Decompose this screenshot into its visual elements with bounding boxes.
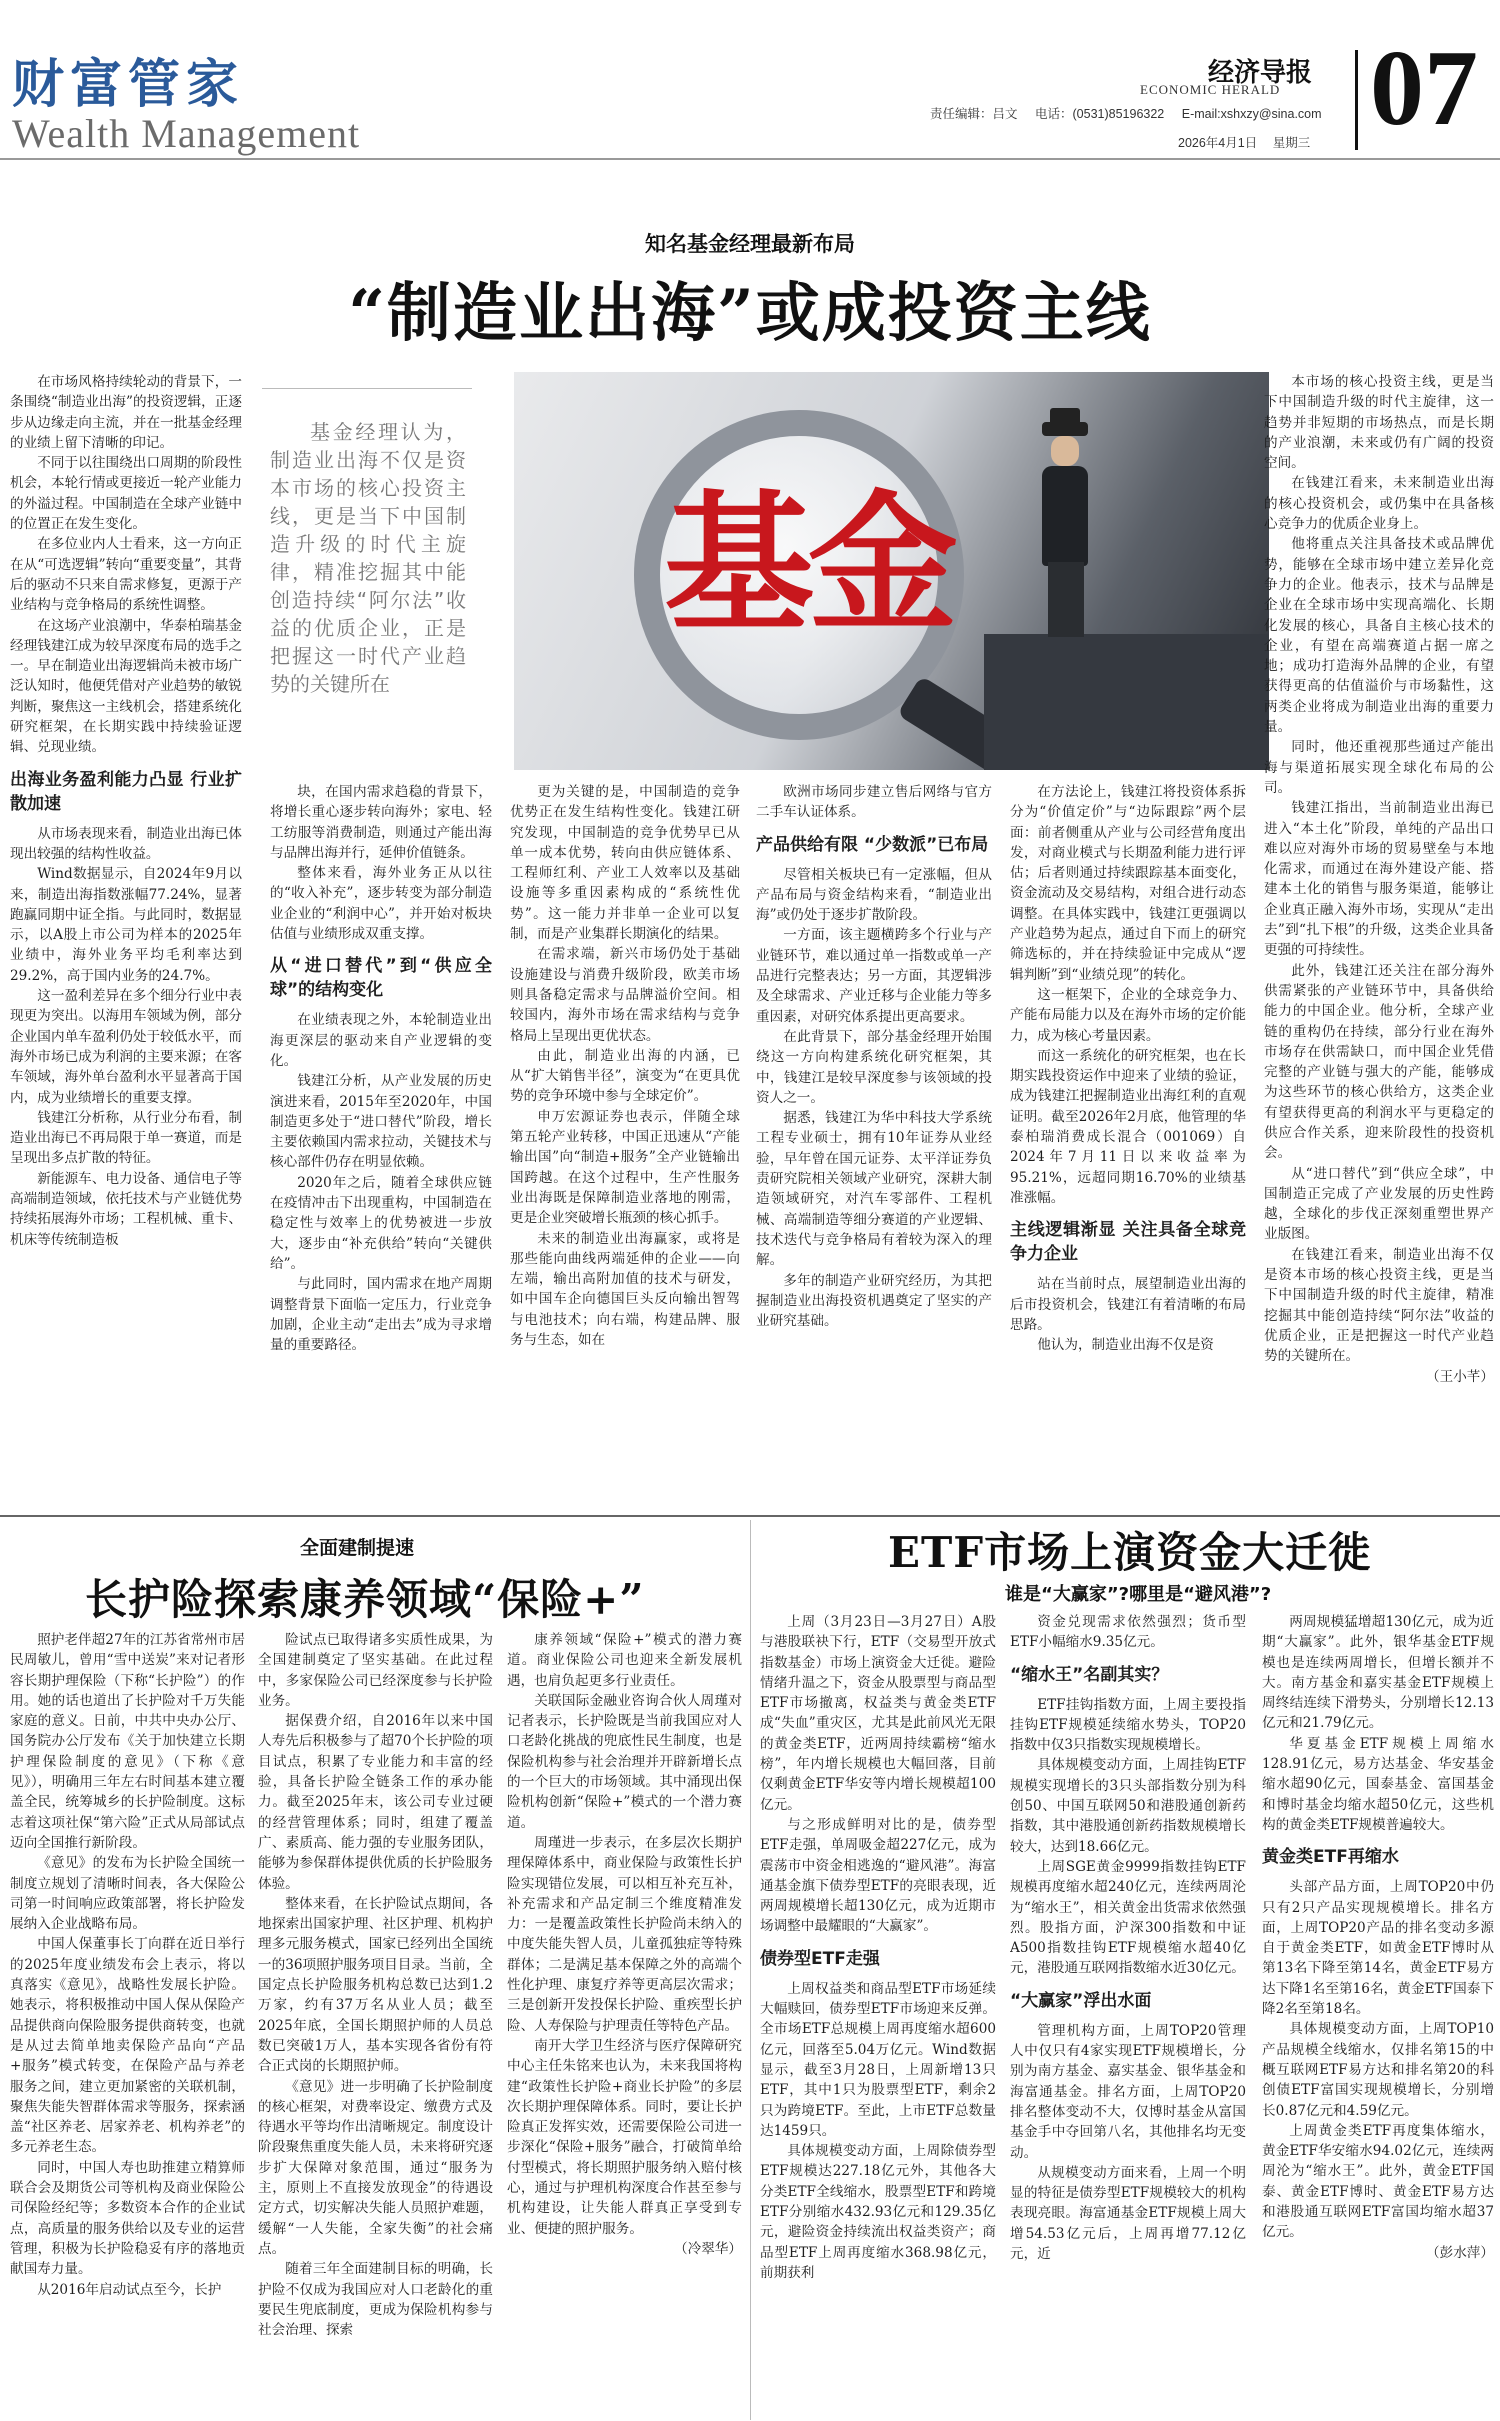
article2-col1-paragraphs: [10, 1630, 245, 2300]
article3-byline: （彭水萍）: [1426, 2244, 1494, 2261]
paragraph: 由此，制造业出海的内涵，已从“扩大销售半径”，演变为“在更具优势的竞争环境中参与全球定价”。: [510, 1047, 740, 1105]
paragraph: 具体规模变动方面，上周TOP10产品规模全线缩水，仅排名第15的中概互联网ETF易方达和排名第20的科创债ETF富国实现规模增长，分别增长0.87亿元和4.59亿元。: [1262, 2021, 1494, 2119]
photo-fund-text: 基金: [664, 478, 953, 652]
article3-column-2: [1010, 1612, 1246, 2420]
article3-col3b-paragraphs: [1262, 1877, 1494, 2242]
paragraph: 他认为，制造业出海不仅是资: [1037, 1337, 1214, 1354]
paragraph: 在市场风格持续轮动的背景下，一条围绕“制造业出海”的投资逻辑，正逐步从边缘走向主流，并在一批基金经理的业绩上留下清晰的印记。: [10, 374, 242, 451]
article3-col1-paragraphs: [760, 1612, 996, 1937]
paragraph: 与之形成鲜明对比的是，债券型ETF走强，单周吸金超227亿元，成为震荡市中资金相逃逸的“避风港”。海富通基金旗下债券型ETF的亮眼表现，近两周规模增长超130亿元，成为近期市场调整中最耀眼的“大赢家”。: [760, 1816, 996, 1935]
paragraph: 《意见》进一步明确了长护险制度的核心框架，对费率设定、缴费方式及待遇水平等均作出清晰规定。制度设计阶段聚焦重度失能人员，未来将研究逐步扩大保障对象范围，通过“服务为主，原则上不直接发放现金”的待遇设定方式，切实解决失能人员照护难题，缓解“一人失能，全家失衡”的社会痛点。: [258, 2078, 493, 2257]
pull-quote-rule: [262, 388, 472, 389]
paragraph: 此外，钱建江还关注在部分海外供需紧张的产业链环节中，具备供给能力的中国企业。他分析，全球产业链的重构仍在持续，部分行业在海外市场存在供需缺口，而中国企业凭借完整的产业链与强大的产能，能够成为这些环节的核心供给方，这类企业有望获得更高的利润水平与更稳定的供应合作关系，迎来阶段性的投资机会。: [1264, 962, 1494, 1162]
paragraph: 从市场表现来看，制造业出海已体现出较强的结构性收益。: [10, 825, 242, 862]
article1-subheading-2: 从“进口替代”到“供应全球”的结构变化: [270, 956, 492, 1001]
article3-col2c-paragraphs: [1010, 2021, 1246, 2265]
paragraph: 两周规模猛增超130亿元，成为近期“大赢家”。此外，银华基金ETF规模也是连续两周增长，但增长额并不大。南方基金和嘉实基金ETF规模上周终结连续下滑势头，分别增长12.13亿元和21.79亿元。: [1262, 1614, 1494, 1732]
issue-date: [1178, 133, 1322, 151]
page-number: 07: [1370, 29, 1478, 148]
paragraph: 站在当前时点，展望制造业出海的后市投资机会，钱建江有着清晰的布局思路。: [1010, 1276, 1246, 1333]
article1-col2-paragraphs: [270, 782, 492, 944]
article2-column-1: [10, 1630, 245, 2420]
article3-subheading-1: 债券型ETF走强: [760, 1948, 880, 1969]
paragraph: 钱建江分析，从产业发展的历史演进来看，2015年至2020年，中国制造更多处于“进口替代”阶段，增长主要依赖国内需求拉动，关键技术与核心部件仍存在明显依赖。: [270, 1073, 492, 1171]
paragraph: 华夏基金ETF规模上周缩水128.91亿元，易方达基金、华安基金缩水超90亿元，国泰基金、富国基金和博时基金均缩水超50亿元，这些机构的黄金类ETF规模普遍较大。: [1262, 1735, 1494, 1833]
article3-deck: 谁是“大赢家”?哪里是“避风港”?: [1005, 1584, 1272, 1605]
article1-col4-paragraphs: [756, 782, 992, 823]
article1-column-4: [756, 782, 992, 1530]
paragraph: ETF挂钩指数方面，上周主要投指挂钩ETF规模延续缩水势头，TOP20指数中仅3只指数实现规模增长。: [1010, 1696, 1246, 1754]
article1-subheading-3: 产品供给有限 “少数派”已布局: [756, 834, 989, 855]
article1-col5b-paragraphs: [1010, 1274, 1246, 1355]
paragraph: 在多位业内人士看来，这一方向正在从“可选逻辑”转向“重要变量”，其背后的驱动不只来自需求修复，更源于产业结构与竞争格局的系统性调整。: [10, 536, 242, 614]
paragraph: 2020年之后，随着全球供应链在疫情冲击下出现重构，中国制造在稳定性与效率上的优势被进一步放大，逐步由“补充供给”转向“关键供给”。: [270, 1174, 492, 1272]
paragraph: 资金兑现需求依然强烈；货币型ETF小幅缩水9.35亿元。: [1010, 1614, 1246, 1651]
article1-column-2: [270, 782, 492, 1530]
paragraph: 随着三年全面建制目标的明确，长护险不仅成为我国应对人口老龄化的重要民生兜底制度，更成为保险机构参与社会治理、探索: [258, 2261, 493, 2339]
paragraph: 康养领域“保险+”模式的潜力赛道。商业保险公司也迎来全新发展机遇，也肩负起更多行业责任。: [507, 1632, 742, 1689]
paragraph: 在这场产业浪潮中，华泰柏瑞基金经理钱建江成为较早深度布局的选手之一。早在制造业出海逻辑尚未被市场广泛认知时，他便凭借对产业趋势的敏锐判断，聚焦这一主线机会，搭建系统化研究框架，在长期实践中持续验证逻辑、兑现业绩。: [10, 617, 242, 756]
paragraph: 从规模变动方面来看，上周一个明显的特征是债券型ETF规模较大的机构表现亮眼。海富通基金ETF规模上周大增54.53亿元后，上周再增77.12亿元，近: [1010, 2164, 1246, 2263]
paragraph: 钱建江分析称，从行业分布看，制造业出海已不再局限于单一赛道，而是呈现出多点扩散的特征。: [10, 1109, 242, 1167]
paragraph: 具体规模变动方面，上周除债券型ETF规模达227.18亿元外，其他各大分类ETF全线缩水，股票型ETF和跨境ETF分别缩水432.93亿元和129.35亿元，避险资金持续流出权益类资产；商品型ETF上周再度缩水368.98亿元，前期获利: [760, 2143, 996, 2281]
paragraph: 本市场的核心投资主线，更是当下中国制造升级的时代主旋律，这一趋势并非短期的市场热点，而是长期的产业浪潮，未来或仍有广阔的投资空间。: [1264, 374, 1494, 472]
editor-info: [930, 104, 1336, 122]
paragraph: 一方面，该主题横跨多个行业与产业链环节，难以通过单一指数或单一产品进行完整表达；另一方面，其逻辑涉及全球需求、产业迁移与企业能力等多重因素，对研究体系提出更高要求。: [756, 927, 992, 1025]
article1-column-1: [10, 372, 242, 1530]
article1-byline: （王小芊）: [1426, 1368, 1494, 1385]
paragraph: 在钱建江看来，制造业出海不仅是资本市场的核心投资主线，更是当下中国制造升级的时代主旋律，精准挖掘其中能创造持续“阿尔法”收益的优质企业，正是把握这一时代产业趋势的关键所在。: [1264, 1246, 1494, 1365]
paragraph: 这一盈利差异在多个细分行业中表现更为突出。以海用车领域为例，部分企业国内单车盈利仍处于较低水平，而海外市场已成为利润的主要来源；在客车领域，海外单台盈利水平显著高于国内，成为业绩增长的重要支撑。: [10, 988, 242, 1106]
newspaper-name-en: ECONOMIC HERALD: [1140, 82, 1281, 97]
article2-headline: 长护险探索康养领域“保险+”: [85, 1575, 645, 1624]
paragraph: 欧洲市场同步建立售后网络与官方二手车认证体系。: [756, 784, 992, 821]
article1-col3-paragraphs: [510, 782, 740, 1350]
paragraph: 钱建江指出，当前制造业出海已进入“本土化”阶段，单纯的产品出口难以应对海外市场的贸易壁垒与本地化需求，而通过在海外建设产能、搭建本土化的销售与服务渠道，能够让企业真正融入海外市场，实现从“走出去”到“扎下根”的升级，这类企业具备更强的可持续性。: [1264, 800, 1494, 959]
article3-subheading-3: “大赢家”浮出水面: [1010, 1990, 1152, 2011]
article1-col5-paragraphs: [1010, 782, 1246, 1208]
article1-subheading-1: 出海业务盈利能力凸显 行业扩散加速: [10, 769, 242, 814]
paragraph: 在业绩表现之外，本轮制造业出海更深层的驱动来自产业逻辑的变化。: [270, 1012, 492, 1069]
paragraph: 关联国际金融业咨询合伙人周瑾对记者表示，长护险既是当前我国应对人口老龄化挑战的兜底性民生制度，也是保险机构参与社会治理并开辟新增长点的一个巨大的市场领域。其中涌现出保险机构创新“保险+”模式的一个潜力赛道。: [507, 1692, 742, 1831]
article1-subheading-4: 主线逻辑渐显 关注具备全球竞争力企业: [1010, 1220, 1246, 1265]
paragraph: 从2016年启动试点至今，长护: [37, 2281, 222, 2298]
masthead-divider: [0, 158, 1500, 160]
paragraph: 而这一系统化的研究框架，也在长期实践投资运作中迎来了业绩的验证，成为钱建江把握制造业出海红利的直观证明。截至2026年2月底，他管理的华泰柏瑞消费成长混合（001069）自2024年7月11日以来收益率为95.21%，远超同期16.70%的业绩基准涨幅。: [1010, 1047, 1246, 1206]
article1-kicker: 知名基金经理最新布局: [645, 232, 855, 256]
article3-column-3: [1262, 1612, 1494, 2420]
editor-name: 责任编辑：吕文: [930, 107, 1018, 121]
article3-headline: ETF市场上演资金大迁徙: [888, 1528, 1372, 1577]
pull-quote-text: 基金经理认为，制造业出海不仅是资本市场的核心投资主线，更是当下中国制造升级的时代主旋律，精准挖掘其中能创造持续“阿尔法”收益的优质企业，正是把握这一时代产业趋势的关键所在: [270, 420, 466, 696]
article3-col1b-paragraphs: [760, 1979, 996, 2283]
article3-subheading-4: 黄金类ETF再缩水: [1262, 1847, 1399, 1868]
paragraph: 在方法论上，钱建江将投资体系拆分为“价值定价”与“边际跟踪”两个层面：前者侧重从产业与公司经营角度出发，对商业模式与长期盈利能力进行评估；后者则通过持续跟踪基本面变化，资金流动及交易结构，对组合进行动态调整。在具体实践中，钱建江更强调以产业趋势为起点，通过自下而上的研究筛选标的，并在持续验证中完成从“逻辑判断”到“业绩兑现”的转化。: [1010, 784, 1246, 983]
paragraph: 具体规模变动方面，上周挂钩ETF规模实现增长的3只头部指数分别为科创50、中国互联网50和港股通创新药指数，其中港股通创新药指数规模增长较大，达到18.66亿元。: [1010, 1757, 1246, 1855]
article1-column-6: [1264, 372, 1494, 1530]
paragraph: 周瑾进一步表示，在多层次长期护理保障体系中，商业保险与政策性长护险实现错位发展，可以相互补充互补，补充需求和产品定制三个维度精准发力：一是覆盖政策性长护险尚未纳入的中度失能失智人员，儿童孤独症等特殊群体；二是满足基本保障之外的高端个性化护理、康复疗养等更高层次需求；三是创新开发投保长护险、重疾型长护险、人寿保险与护理责任等特色产品。: [507, 1834, 742, 2034]
paragraph: 《意见》的发布为长护险全国统一制度立规划了清晰时间表，各大保险公司第一时间响应政策部署，将长护险发展纳入企业战略布局。: [10, 1855, 245, 1933]
paragraph: 头部产品方面，上周TOP20中仍只有2只产品实现规模增长。排名方面，上周TOP20产品的排名变动多源自于黄金类ETF，如黄金ETF博时从第13名下降至第14名，黄金ETF易方达下降1名至第16名，黄金ETF国泰下降2名至第18名。: [1262, 1879, 1494, 2018]
article1-col1b-paragraphs: [10, 824, 242, 1250]
article2-col2-paragraphs: [258, 1630, 493, 2340]
paragraph: 上周（3月23日—3月27日）A股与港股联袂下行，ETF（交易型开放式指数基金）市场上演资金大迁徙。避险情绪升温之下，资金从股票型与商品型ETF市场撤离，权益类与黄金类ETF成“失血”重灾区，尤其是此前风光无限的黄金类ETF，近两周持续霸榜“缩水榜”，年内增长规模也大幅回落，目前仅剩黄金ETF华安等内增长规模超100亿元。: [760, 1614, 996, 1813]
editor-phone: 电话：(0531)85196322: [1035, 107, 1165, 121]
paragraph: 更为关键的是，中国制造的竞争优势正在发生结构性变化。钱建江研究发现，中国制造的竞争优势早已从单一成本优势，转向由供应链体系、工程师红利、产业工人效率以及基础设施等多重因素构成的“系统性优势”。这一能力并非单一企业可以复制，而是产业集群长期演化的结果。: [510, 784, 740, 943]
paragraph: 与此同时，国内需求在地产周期调整背景下面临一定压力，行业竞争加剧，企业主动“走出去”成为寻求增量的重要路径。: [270, 1276, 492, 1354]
photo-pedestal: [984, 634, 1269, 770]
paragraph: 整体来看，在长护险试点期间，各地探索出国家护理、社区护理、机构护理多元服务模式，国家已经列出全国统一的36项照护服务项目目录。当前，全国定点长护险服务机构总数已达到1.2万家，约有37万名从业人员；截至2025年底，全国长期照护师的人员总数已突破1万人，基本实现各省份有符合正式岗的长期照护师。: [258, 1895, 493, 2075]
paragraph: Wind数据显示，自2024年9月以来，制造出海指数涨幅77.24%，显著跑赢同期中证全指。与此同时，数据显示，以A股上市公司为样本的2025年业绩中，海外业务平均毛利率达到29.2%，高于国内业务的24.7%。: [10, 866, 242, 984]
businessman-figurine: [1034, 422, 1094, 642]
column-divider: [750, 1520, 751, 2420]
article1-column-5: [1010, 782, 1246, 1530]
article1-pull-quote: [270, 418, 466, 738]
paragraph: 上周黄金类ETF再度集体缩水，黄金ETF华安缩水94.02亿元，连续两周沦为“缩水王”。此外，黄金ETF国泰、黄金ETF博时、黄金ETF易方达和港股通互联网ETF富国均缩水超37亿元。: [1262, 2122, 1494, 2241]
paragraph: 据悉，钱建江为华中科技大学系统工程专业硕士，拥有10年证券从业经验，早年曾在国元证券、太平洋证券负责研究院相关领域产业研究，深耕大制造领域研究，对汽车零部件、工程机械、高端制造等细分赛道的产业逻辑、技术迭代与竞争格局有着较为深入的理解。: [756, 1110, 992, 1269]
article1-col2b-paragraphs: [270, 1010, 492, 1355]
paragraph: 在此背景下，部分基金经理开始围绕这一方向构建系统化研究框架，其中，钱建江是较早深度参与该领域的投资人之一。: [756, 1028, 992, 1106]
article3-subheading-2: “缩水王”名副其实？: [1010, 1664, 1169, 1685]
paragraph: 南开大学卫生经济与医疗保障研究中心主任朱铭来也认为，未来我国将构建“政策性长护险+商业长护险”的多层次长期护理保障体系。同时，要让长护险真正发挥实效，还需要保险公司进一步深化“保险+服务”融合，打破简单给付型模式，将长期照护服务纳入赔付核心，通过与护理机构深度合作甚至参与机构建设，让失能人群真正享受到专业、便捷的照护服务。: [507, 2037, 742, 2237]
article1-col4b-paragraphs: [756, 865, 992, 1332]
paragraph: 申万宏源证券也表示，伴随全球第五轮产业转移，中国正迅速从“产能输出国”向“制造+服务”全产业链输出国跨越。在这个过程中，生产性服务业出海既是保障制造业落地的刚需，更是企业突破增长瓶颈的核心抓手。: [510, 1108, 740, 1227]
article1-headline: “制造业出海”或成投资主线: [348, 276, 1152, 351]
section-divider: [0, 1515, 1500, 1517]
newspaper-name: 经济导报: [1208, 58, 1313, 88]
article2-kicker: 全面建制提速: [300, 1537, 415, 1559]
paragraph: 在钱建江看来，未来制造业出海的核心投资机会，或仍集中在具备核心竞争力的优质企业身上。: [1264, 475, 1494, 533]
paragraph: 整体来看，海外业务正从以往的“收入补充”，逐步转变为部分制造业企业的“利润中心”，并开始对板块估值与业绩形成双重支撑。: [270, 865, 492, 943]
paragraph: 管理机构方面，上周TOP20管理人中仅只有4家实现ETF规模增长，分别为南方基金、嘉实基金、银华基金和海富通基金。排名方面，上周TOP20排名整体变动不大，仅博时基金从富国基金手中夺回第八名，其他排名均无变动。: [1010, 2022, 1246, 2161]
article1-col1-paragraphs: [10, 372, 242, 758]
paragraph: 中国人保董事长丁向群在近日举行的2025年度业绩发布会上表示，将以真落实《意见》，战略性发展长护险。她表示，将积极推动中国人保从保险产品提供商向保险服务提供商转变，也就是从过去简单地卖保险产品向“产品+服务”模式转变，在保险产品与养老服务之间，建立更加紧密的关联机制，聚焦失能失智群体需求等服务，探索涵盖“社区养老、居家养老、机构养老”的多元养老生态。: [10, 1936, 245, 2156]
article1-col6-paragraphs: [1264, 372, 1494, 1367]
paragraph: 在需求端，新兴市场仍处于基础设施建设与消费升级阶段，欧美市场则具备稳定需求与品牌溢价空间。相较国内，海外市场在需求结构与竞争格局上呈现出更优状态。: [510, 946, 740, 1044]
masthead: [0, 0, 1500, 165]
paragraph: 同时，他还重视那些通过产能出海与渠道拓展实现全球化布局的公司。: [1264, 739, 1494, 796]
paragraph: 险试点已取得诸多实质性成果，为全国建制奠定了坚实基础。在此过程中，多家保险公司已经深度参与长护险业务。: [258, 1632, 493, 1709]
paragraph: 从“进口替代”到“供应全球”，中国制造正完成了产业发展的历史性跨越，全球化的步伐正深刻重塑世界产业版图。: [1264, 1165, 1494, 1243]
article2-column-2: [258, 1630, 493, 2420]
article2-byline: （冷翠华）: [674, 2240, 742, 2257]
paragraph: 多年的制造产业研究经历，为其把握制造业出海投资机遇奠定了坚实的产业研究基础。: [756, 1272, 992, 1330]
paragraph: 同时，中国人寿也助推建立精算师联合会及期货公司等机构及商业保险公司保险经纪等；多数资本合作的企业试点，高质量的服务供给以及专业的运营管理，积极为长护险稳妥有序的落地贡献国寿力量。: [10, 2159, 245, 2278]
section-title-en: Wealth Management: [12, 111, 361, 156]
article2-column-3: [507, 1630, 742, 2420]
paragraph: 尽管相关板块已有一定涨幅，但从产品布局与资金结构来看，“制造业出海”或仍处于逐步扩散阶段。: [756, 866, 992, 924]
paragraph: 照护老伴超27年的江苏省常州市居民周敏儿，曾用“雪中送炭”来对记者形容长期护理保险（下称“长护险”）的作用。她的话也道出了长护险对千万失能家庭的意义。日前，中共中央办公厅、国务院办公厅发布《关于加快建立长期护理保险制度的意见》（下称《意见》），明确用三年左右时间基本建立覆盖全民，统筹城乡的长护险制度。这标志着这项社保“第六险”正式从局部试点迈向全国推行新阶段。: [10, 1632, 245, 1851]
paragraph: 新能源车、电力设备、通信电子等高端制造领域，依托技术与产业链优势持续拓展海外市场；工程机械、重卡、机床等传统制造板: [10, 1170, 242, 1248]
page-number-rule: [1355, 50, 1358, 150]
article3-col2b-paragraphs: [1010, 1695, 1246, 1979]
article2-col3-paragraphs: [507, 1630, 742, 2239]
article3-column-1: [760, 1612, 996, 2420]
editor-email: E-mail:xshxzy@sina.com: [1181, 107, 1322, 121]
article3-col2-paragraphs: [1010, 1612, 1246, 1653]
paragraph: 上周SGE黄金9999指数挂钩ETF规模再度缩水超240亿元，连续两周沦为“缩水王”，相关黄金出货需求依然强烈。股指方面，沪深300指数和中证A500指数挂钩ETF规模缩水超40亿元，港股通互联网指数缩水近30亿元。: [1010, 1858, 1246, 1977]
weekday: 星期三: [1272, 136, 1311, 150]
article1-photo: [514, 372, 1269, 770]
paragraph: 不同于以往围绕出口周期的阶段性机会，本轮行情或更接近一轮产业能力的外溢过程。中国制造在全球产业链中的位置正在发生变化。: [10, 455, 242, 533]
paragraph: 上周权益类和商品型ETF市场延续大幅赎回，债券型ETF市场迎来反弹。全市场ETF总规模上周再度缩水超600亿元，回落至5.04万亿元。Wind数据显示，截至3月28日，上周新增13只ETF，其中1只为股票型ETF，剩余2只为跨境ETF。至此，上市ETF总数量达1459只。: [760, 1980, 996, 2139]
paragraph: 块，在国内需求趋稳的背景下，将增长重心逐步转向海外；家电、轻工纺服等消费制造，则通过产能出海与品牌出海并行，延伸价值链条。: [270, 784, 492, 861]
paragraph: 未来的制造业出海赢家，或将是那些能向曲线两端延伸的企业——向左端，输出高附加值的技术与研发，如中国车企向德国巨头反向输出智驾与电池技术；向右端，构建品牌、服务与生态，如在: [510, 1230, 740, 1349]
article1-column-3: [510, 782, 740, 1530]
paragraph: 这一框架下，企业的全球竞争力、产能布局能力以及在海外市场的定价能力，成为核心考量因素。: [1010, 986, 1246, 1044]
article3-col3-paragraphs: [1262, 1612, 1494, 1835]
section-title-cn: 财富管家: [12, 54, 245, 115]
paragraph: 据保费介绍，自2016年以来中国人寿先后积极参与了超70个长护险的项目试点，积累了专业能力和丰富的经验，具备长护险全链条工作的承办能力。截至2025年末，该公司专业过硬的经营管理体系；同时，组建了覆盖广、素质高、能力强的专业服务团队，能够为参保群体提供优质的长护险服务体验。: [258, 1713, 493, 1892]
date: 2026年4月1日: [1178, 136, 1258, 150]
paragraph: 他将重点关注具备技术或品牌优势，能够在全球市场中建立差异化竞争力的企业。他表示，技术与品牌是企业在全球市场中实现高端化、长期化发展的核心，具备自主核心技术的企业，有望在高端赛道占据一席之地；成功打造海外品牌的企业，有望获得更高的估值溢价与市场黏性，这两类企业将成为制造业出海的重要力量。: [1264, 536, 1494, 736]
